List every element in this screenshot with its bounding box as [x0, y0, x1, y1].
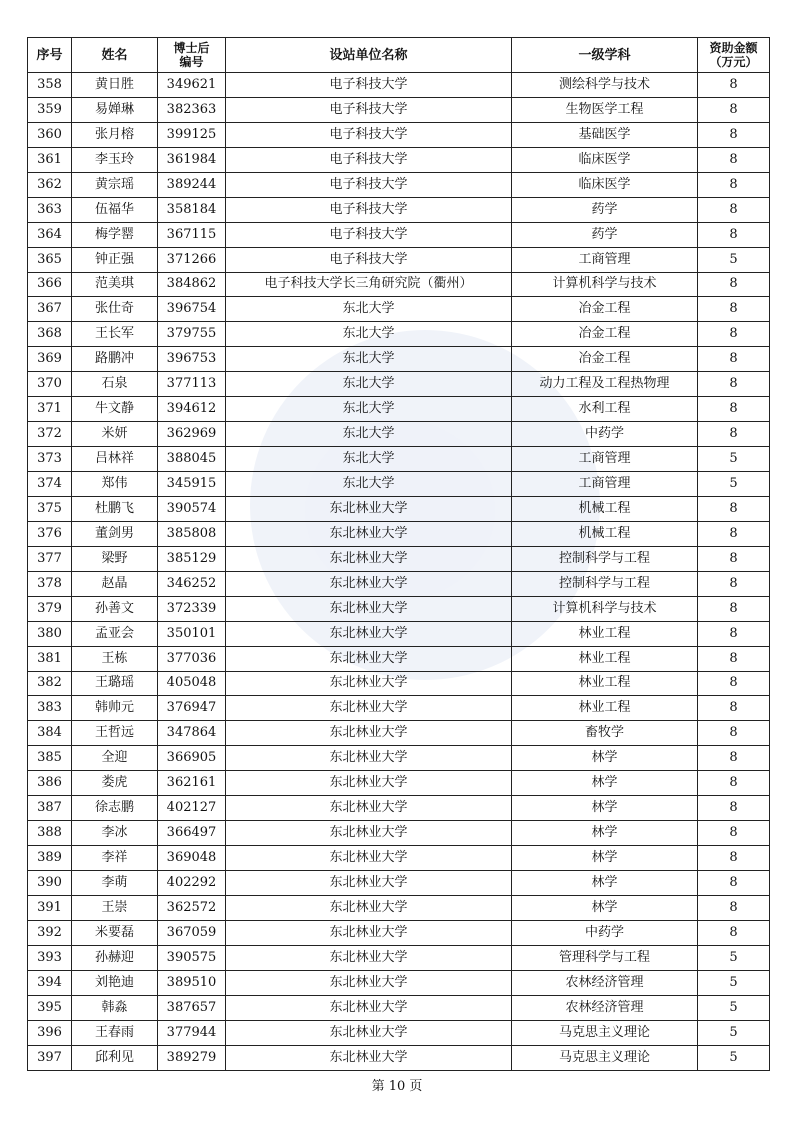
table-row — [28, 995, 770, 1020]
discipline-cell: 控制科学与工程 — [512, 546, 698, 571]
table-row — [28, 596, 770, 621]
name-cell: 张仕奇 — [72, 297, 158, 322]
table-row — [28, 796, 770, 821]
discipline-cell: 药学 — [512, 222, 698, 247]
name-cell: 米妍 — [72, 422, 158, 447]
name-cell: 伍福华 — [72, 197, 158, 222]
postdoc-no-cell: 389244 — [158, 172, 226, 197]
seq-cell: 390 — [28, 871, 72, 896]
seq-cell: 363 — [28, 197, 72, 222]
unit-cell: 电子科技大学 — [226, 197, 512, 222]
header-postdoc-no — [158, 38, 226, 73]
unit-cell: 东北林业大学 — [226, 796, 512, 821]
discipline-cell: 工商管理 — [512, 447, 698, 472]
name-cell: 黄宗瑶 — [72, 172, 158, 197]
header-name: 姓名 — [72, 38, 158, 73]
header-discipline: 一级学科 — [512, 38, 698, 73]
amount-cell: 8 — [698, 73, 770, 98]
unit-cell: 东北林业大学 — [226, 846, 512, 871]
amount-cell: 8 — [698, 671, 770, 696]
postdoc-no-cell: 366497 — [158, 821, 226, 846]
seq-cell: 365 — [28, 247, 72, 272]
discipline-cell: 林学 — [512, 796, 698, 821]
name-cell: 郑伟 — [72, 472, 158, 497]
seq-cell: 386 — [28, 771, 72, 796]
unit-cell: 电子科技大学 — [226, 122, 512, 147]
discipline-cell: 林学 — [512, 771, 698, 796]
name-cell: 王璐瑶 — [72, 671, 158, 696]
discipline-cell: 中药学 — [512, 422, 698, 447]
table-row — [28, 372, 770, 397]
postdoc-no-cell: 385129 — [158, 546, 226, 571]
table-row — [28, 397, 770, 422]
amount-cell: 8 — [698, 272, 770, 297]
name-cell: 易婵琳 — [72, 97, 158, 122]
unit-cell: 东北大学 — [226, 447, 512, 472]
postdoc-no-cell: 376947 — [158, 696, 226, 721]
name-cell: 钟正强 — [72, 247, 158, 272]
unit-cell: 东北林业大学 — [226, 895, 512, 920]
postdoc-no-cell: 396753 — [158, 347, 226, 372]
discipline-cell: 林学 — [512, 895, 698, 920]
amount-cell: 8 — [698, 147, 770, 172]
name-cell: 韩帅元 — [72, 696, 158, 721]
table-row — [28, 746, 770, 771]
unit-cell: 东北林业大学 — [226, 571, 512, 596]
header-amount-line2: （万元） — [709, 55, 758, 69]
amount-cell: 8 — [698, 546, 770, 571]
funding-table — [27, 37, 770, 1071]
unit-cell: 东北林业大学 — [226, 546, 512, 571]
discipline-cell: 马克思主义理论 — [512, 1045, 698, 1070]
unit-cell: 东北林业大学 — [226, 521, 512, 546]
unit-cell: 东北林业大学 — [226, 970, 512, 995]
amount-cell: 8 — [698, 746, 770, 771]
discipline-cell: 临床医学 — [512, 172, 698, 197]
table-row — [28, 821, 770, 846]
amount-cell: 8 — [698, 895, 770, 920]
discipline-cell: 工商管理 — [512, 247, 698, 272]
unit-cell: 东北大学 — [226, 297, 512, 322]
table-row — [28, 871, 770, 896]
seq-cell: 368 — [28, 322, 72, 347]
name-cell: 李玉玲 — [72, 147, 158, 172]
unit-cell: 东北大学 — [226, 347, 512, 372]
name-cell: 路鹏冲 — [72, 347, 158, 372]
seq-cell: 392 — [28, 920, 72, 945]
seq-cell: 397 — [28, 1045, 72, 1070]
postdoc-no-cell: 361984 — [158, 147, 226, 172]
table-row — [28, 721, 770, 746]
name-cell: 杜鹏飞 — [72, 496, 158, 521]
amount-cell: 8 — [698, 846, 770, 871]
postdoc-no-cell: 402127 — [158, 796, 226, 821]
name-cell: 张月榕 — [72, 122, 158, 147]
discipline-cell: 马克思主义理论 — [512, 1020, 698, 1045]
discipline-cell: 管理科学与工程 — [512, 945, 698, 970]
name-cell: 王哲远 — [72, 721, 158, 746]
table-row — [28, 422, 770, 447]
table-row — [28, 272, 770, 297]
amount-cell: 8 — [698, 397, 770, 422]
postdoc-no-cell: 384862 — [158, 272, 226, 297]
unit-cell: 电子科技大学 — [226, 147, 512, 172]
amount-cell: 8 — [698, 197, 770, 222]
discipline-cell: 生物医学工程 — [512, 97, 698, 122]
name-cell: 韩淼 — [72, 995, 158, 1020]
amount-cell: 8 — [698, 571, 770, 596]
table-row — [28, 621, 770, 646]
seq-cell: 376 — [28, 521, 72, 546]
amount-cell: 5 — [698, 945, 770, 970]
amount-cell: 8 — [698, 222, 770, 247]
discipline-cell: 林学 — [512, 821, 698, 846]
discipline-cell: 林业工程 — [512, 696, 698, 721]
discipline-cell: 水利工程 — [512, 397, 698, 422]
postdoc-no-cell: 379755 — [158, 322, 226, 347]
unit-cell: 电子科技大学 — [226, 73, 512, 98]
discipline-cell: 林业工程 — [512, 621, 698, 646]
postdoc-no-cell: 389279 — [158, 1045, 226, 1070]
discipline-cell: 控制科学与工程 — [512, 571, 698, 596]
table-body — [28, 73, 770, 1071]
table-row — [28, 920, 770, 945]
name-cell: 石泉 — [72, 372, 158, 397]
discipline-cell: 测绘科学与技术 — [512, 73, 698, 98]
seq-cell: 385 — [28, 746, 72, 771]
unit-cell: 电子科技大学长三角研究院（衢州） — [226, 272, 512, 297]
name-cell: 全迎 — [72, 746, 158, 771]
amount-cell: 5 — [698, 1045, 770, 1070]
postdoc-no-cell: 385808 — [158, 521, 226, 546]
postdoc-no-cell: 366905 — [158, 746, 226, 771]
discipline-cell: 林学 — [512, 871, 698, 896]
unit-cell: 东北林业大学 — [226, 871, 512, 896]
discipline-cell: 药学 — [512, 197, 698, 222]
discipline-cell: 计算机科学与技术 — [512, 272, 698, 297]
header-row — [28, 38, 770, 73]
amount-cell: 8 — [698, 521, 770, 546]
name-cell: 范美琪 — [72, 272, 158, 297]
seq-cell: 384 — [28, 721, 72, 746]
unit-cell: 东北林业大学 — [226, 945, 512, 970]
postdoc-no-cell: 346252 — [158, 571, 226, 596]
postdoc-no-cell: 369048 — [158, 846, 226, 871]
discipline-cell: 林业工程 — [512, 646, 698, 671]
discipline-cell: 畜牧学 — [512, 721, 698, 746]
name-cell: 徐志鹏 — [72, 796, 158, 821]
discipline-cell: 冶金工程 — [512, 347, 698, 372]
seq-cell: 372 — [28, 422, 72, 447]
table-row — [28, 472, 770, 497]
seq-cell: 393 — [28, 945, 72, 970]
seq-cell: 367 — [28, 297, 72, 322]
amount-cell: 8 — [698, 721, 770, 746]
postdoc-no-cell: 362969 — [158, 422, 226, 447]
discipline-cell: 机械工程 — [512, 496, 698, 521]
postdoc-no-cell: 390574 — [158, 496, 226, 521]
amount-cell: 5 — [698, 472, 770, 497]
postdoc-no-cell: 396754 — [158, 297, 226, 322]
unit-cell: 东北林业大学 — [226, 920, 512, 945]
header-seq: 序号 — [28, 38, 72, 73]
name-cell: 李冰 — [72, 821, 158, 846]
unit-cell: 电子科技大学 — [226, 172, 512, 197]
amount-cell: 8 — [698, 97, 770, 122]
seq-cell: 377 — [28, 546, 72, 571]
name-cell: 李祥 — [72, 846, 158, 871]
table-row — [28, 496, 770, 521]
postdoc-no-cell: 347864 — [158, 721, 226, 746]
unit-cell: 东北林业大学 — [226, 746, 512, 771]
discipline-cell: 中药学 — [512, 920, 698, 945]
table-row — [28, 147, 770, 172]
name-cell: 董剑男 — [72, 521, 158, 546]
discipline-cell: 冶金工程 — [512, 322, 698, 347]
postdoc-no-cell: 389510 — [158, 970, 226, 995]
header-unit: 设站单位名称 — [226, 38, 512, 73]
postdoc-no-cell: 367115 — [158, 222, 226, 247]
header-amount-line1: 资助金额 — [709, 41, 758, 55]
header-postdoc-no-line2: 编号 — [179, 55, 204, 69]
discipline-cell: 林学 — [512, 746, 698, 771]
discipline-cell: 农林经济管理 — [512, 970, 698, 995]
name-cell: 梁野 — [72, 546, 158, 571]
unit-cell: 东北林业大学 — [226, 621, 512, 646]
amount-cell: 8 — [698, 596, 770, 621]
postdoc-no-cell: 377036 — [158, 646, 226, 671]
amount-cell: 8 — [698, 347, 770, 372]
unit-cell: 电子科技大学 — [226, 247, 512, 272]
name-cell: 娄虎 — [72, 771, 158, 796]
unit-cell: 东北林业大学 — [226, 771, 512, 796]
postdoc-no-cell: 387657 — [158, 995, 226, 1020]
amount-cell: 5 — [698, 447, 770, 472]
table-row — [28, 895, 770, 920]
unit-cell: 东北林业大学 — [226, 821, 512, 846]
unit-cell: 东北大学 — [226, 372, 512, 397]
amount-cell: 8 — [698, 646, 770, 671]
amount-cell: 8 — [698, 297, 770, 322]
name-cell: 米要磊 — [72, 920, 158, 945]
unit-cell: 东北林业大学 — [226, 671, 512, 696]
seq-cell: 395 — [28, 995, 72, 1020]
seq-cell: 394 — [28, 970, 72, 995]
amount-cell: 8 — [698, 920, 770, 945]
postdoc-no-cell: 362572 — [158, 895, 226, 920]
discipline-cell: 林业工程 — [512, 671, 698, 696]
unit-cell: 电子科技大学 — [226, 222, 512, 247]
seq-cell: 381 — [28, 646, 72, 671]
amount-cell: 8 — [698, 372, 770, 397]
postdoc-no-cell: 372339 — [158, 596, 226, 621]
seq-cell: 380 — [28, 621, 72, 646]
header-postdoc-no-line1: 博士后 — [173, 41, 210, 55]
name-cell: 孟亚会 — [72, 621, 158, 646]
discipline-cell: 冶金工程 — [512, 297, 698, 322]
name-cell: 孙赫迎 — [72, 945, 158, 970]
name-cell: 牛文静 — [72, 397, 158, 422]
discipline-cell: 临床医学 — [512, 147, 698, 172]
name-cell: 王春雨 — [72, 1020, 158, 1045]
unit-cell: 东北林业大学 — [226, 1020, 512, 1045]
seq-cell: 370 — [28, 372, 72, 397]
amount-cell: 8 — [698, 322, 770, 347]
discipline-cell: 基础医学 — [512, 122, 698, 147]
unit-cell: 东北林业大学 — [226, 496, 512, 521]
table-row — [28, 546, 770, 571]
postdoc-no-cell: 405048 — [158, 671, 226, 696]
seq-cell: 360 — [28, 122, 72, 147]
postdoc-no-cell: 394612 — [158, 397, 226, 422]
seq-cell: 379 — [28, 596, 72, 621]
postdoc-no-cell: 371266 — [158, 247, 226, 272]
seq-cell: 396 — [28, 1020, 72, 1045]
table-row — [28, 222, 770, 247]
header-amount — [698, 38, 770, 73]
table-row — [28, 247, 770, 272]
postdoc-no-cell: 345915 — [158, 472, 226, 497]
table-row — [28, 1045, 770, 1070]
discipline-cell: 农林经济管理 — [512, 995, 698, 1020]
table-row — [28, 172, 770, 197]
unit-cell: 东北林业大学 — [226, 696, 512, 721]
unit-cell: 东北林业大学 — [226, 646, 512, 671]
postdoc-no-cell: 402292 — [158, 871, 226, 896]
postdoc-no-cell: 382363 — [158, 97, 226, 122]
amount-cell: 8 — [698, 496, 770, 521]
seq-cell: 362 — [28, 172, 72, 197]
seq-cell: 374 — [28, 472, 72, 497]
table-row — [28, 945, 770, 970]
name-cell: 王崇 — [72, 895, 158, 920]
postdoc-no-cell: 390575 — [158, 945, 226, 970]
postdoc-no-cell: 367059 — [158, 920, 226, 945]
table-row — [28, 447, 770, 472]
table-row — [28, 646, 770, 671]
seq-cell: 378 — [28, 571, 72, 596]
amount-cell: 8 — [698, 821, 770, 846]
table-row — [28, 846, 770, 871]
amount-cell: 8 — [698, 172, 770, 197]
discipline-cell: 机械工程 — [512, 521, 698, 546]
unit-cell: 东北林业大学 — [226, 1045, 512, 1070]
unit-cell: 东北林业大学 — [226, 995, 512, 1020]
discipline-cell: 林学 — [512, 846, 698, 871]
amount-cell: 8 — [698, 621, 770, 646]
name-cell: 赵晶 — [72, 571, 158, 596]
table-row — [28, 97, 770, 122]
postdoc-no-cell: 362161 — [158, 771, 226, 796]
amount-cell: 5 — [698, 970, 770, 995]
table-row — [28, 322, 770, 347]
discipline-cell: 动力工程及工程热物理 — [512, 372, 698, 397]
seq-cell: 388 — [28, 821, 72, 846]
seq-cell: 361 — [28, 147, 72, 172]
postdoc-no-cell: 349621 — [158, 73, 226, 98]
table-row — [28, 521, 770, 546]
amount-cell: 8 — [698, 771, 770, 796]
amount-cell: 5 — [698, 995, 770, 1020]
table-row — [28, 1020, 770, 1045]
table-row — [28, 771, 770, 796]
unit-cell: 东北大学 — [226, 472, 512, 497]
seq-cell: 382 — [28, 671, 72, 696]
seq-cell: 387 — [28, 796, 72, 821]
postdoc-no-cell: 399125 — [158, 122, 226, 147]
amount-cell: 8 — [698, 796, 770, 821]
discipline-cell: 工商管理 — [512, 472, 698, 497]
table-row — [28, 970, 770, 995]
amount-cell: 5 — [698, 247, 770, 272]
name-cell: 王长军 — [72, 322, 158, 347]
seq-cell: 391 — [28, 895, 72, 920]
amount-cell: 8 — [698, 871, 770, 896]
name-cell: 孙善文 — [72, 596, 158, 621]
seq-cell: 359 — [28, 97, 72, 122]
name-cell: 李萌 — [72, 871, 158, 896]
unit-cell: 东北大学 — [226, 422, 512, 447]
amount-cell: 8 — [698, 422, 770, 447]
table-row — [28, 122, 770, 147]
name-cell: 王栋 — [72, 646, 158, 671]
seq-cell: 371 — [28, 397, 72, 422]
seq-cell: 383 — [28, 696, 72, 721]
seq-cell: 373 — [28, 447, 72, 472]
postdoc-no-cell: 358184 — [158, 197, 226, 222]
table-row — [28, 696, 770, 721]
table-row — [28, 671, 770, 696]
amount-cell: 8 — [698, 122, 770, 147]
unit-cell: 东北大学 — [226, 397, 512, 422]
name-cell: 黄日胜 — [72, 73, 158, 98]
unit-cell: 东北林业大学 — [226, 596, 512, 621]
discipline-cell: 计算机科学与技术 — [512, 596, 698, 621]
seq-cell: 366 — [28, 272, 72, 297]
seq-cell: 375 — [28, 496, 72, 521]
amount-cell: 8 — [698, 696, 770, 721]
table-row — [28, 571, 770, 596]
name-cell: 刘艳迪 — [72, 970, 158, 995]
name-cell: 邱利见 — [72, 1045, 158, 1070]
amount-cell: 5 — [698, 1020, 770, 1045]
name-cell: 吕林祥 — [72, 447, 158, 472]
seq-cell: 358 — [28, 73, 72, 98]
table-row — [28, 347, 770, 372]
postdoc-no-cell: 377113 — [158, 372, 226, 397]
name-cell: 梅学罂 — [72, 222, 158, 247]
table-row — [28, 197, 770, 222]
seq-cell: 369 — [28, 347, 72, 372]
postdoc-no-cell: 377944 — [158, 1020, 226, 1045]
table-row — [28, 297, 770, 322]
seq-cell: 389 — [28, 846, 72, 871]
table-row — [28, 73, 770, 98]
postdoc-no-cell: 350101 — [158, 621, 226, 646]
unit-cell: 东北林业大学 — [226, 721, 512, 746]
page-footer: 第 10 页 — [371, 1079, 423, 1094]
seq-cell: 364 — [28, 222, 72, 247]
unit-cell: 电子科技大学 — [226, 97, 512, 122]
postdoc-no-cell: 388045 — [158, 447, 226, 472]
unit-cell: 东北大学 — [226, 322, 512, 347]
